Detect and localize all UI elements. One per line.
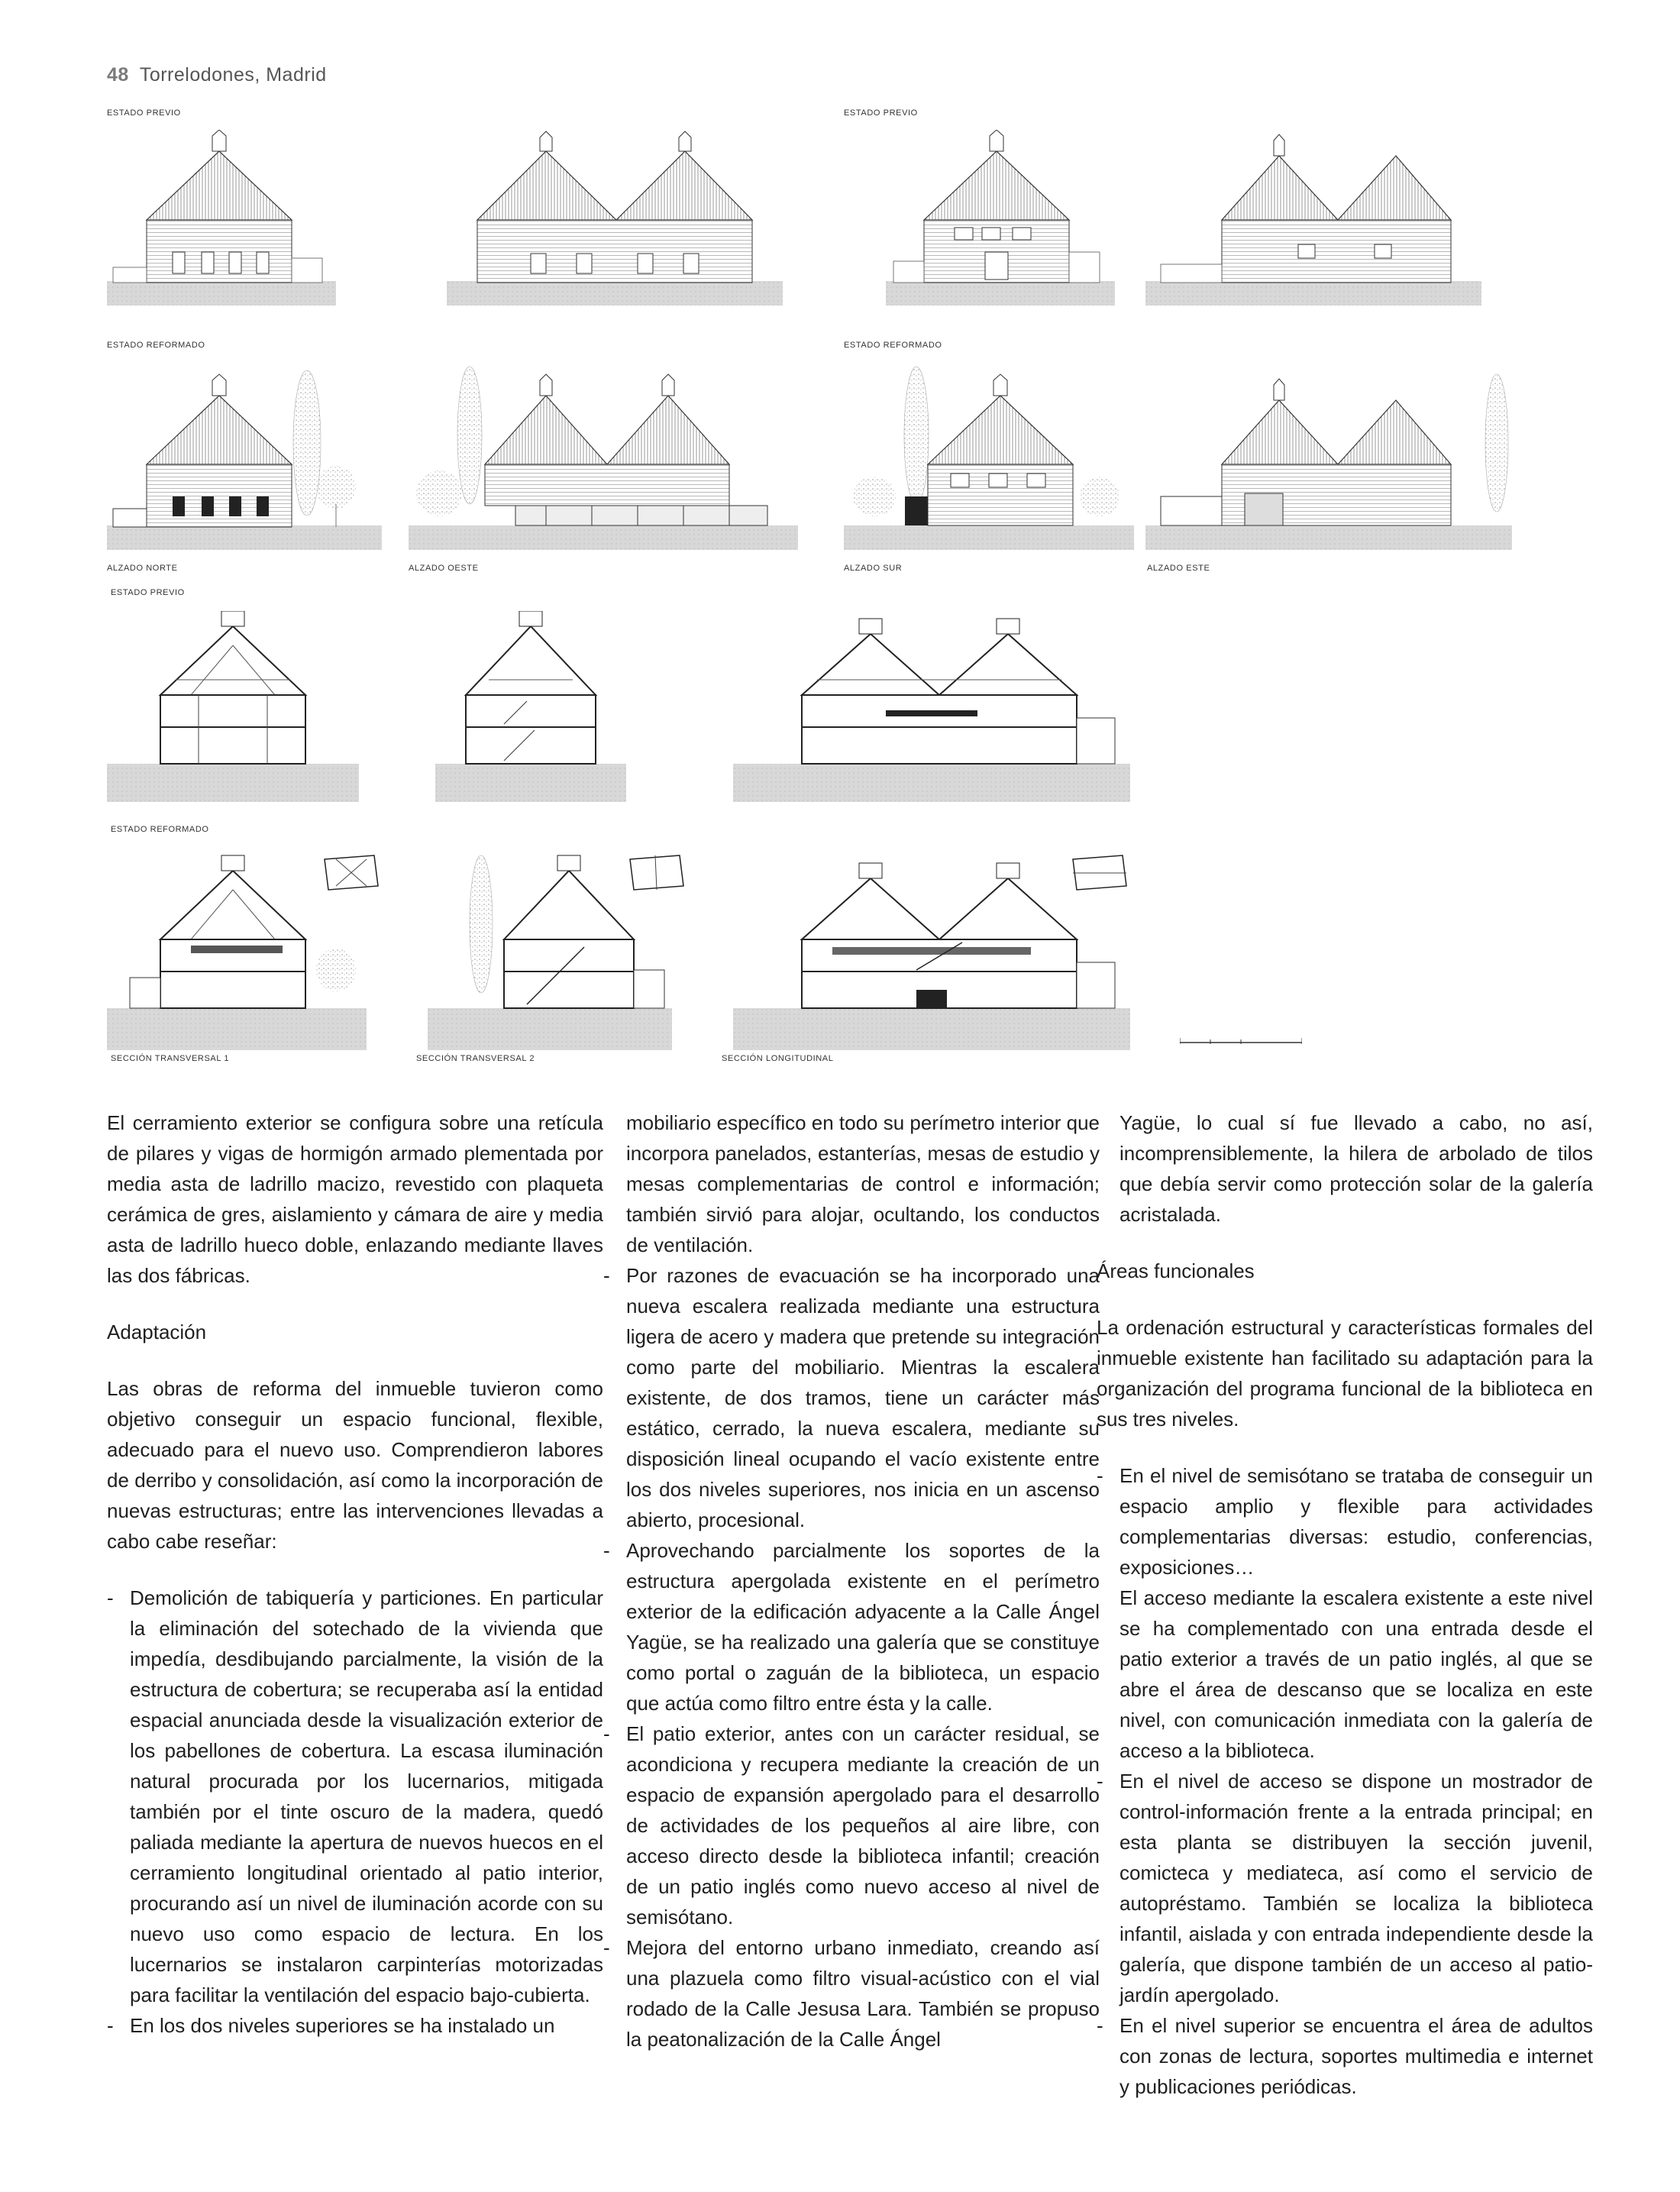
paragraph: El cerramiento exterior se configura sobre una retícula de pilares y vigas de hormigón armado plementada por media asta de ladrillo macizo, revestido con plaqueta cerámica de gres, aislamiento y cámara de aire y media asta de ladrillo hueco doble, enlazando mediante llaves las dos fábricas.: [107, 1111, 603, 1287]
caption-alzado-sur: ALZADO SUR: [844, 564, 903, 573]
list-item-continued: Yagüe, lo cual sí fue llevado a cabo, no así, incomprensiblemente, la hilera de arbolado de tilos que debía servir como protección solar de la galería acristalada.: [1119, 1111, 1593, 1226]
caption-secciones-estado-previo: ESTADO PREVIO: [111, 588, 185, 597]
list-item: - Aprovechando parcialmente los soportes de la estructura apergolada existente en el perímetro exterior de la edificación adyacente a la Calle Ángel Yagüe, se ha realizado una galería que se constituye como portal o zaguán de la biblioteca, un espacio que actúa como filtro entre ésta y la calle.: [603, 1535, 1100, 1718]
elevation-east-previous: [1145, 130, 1481, 306]
paragraph: La ordenación estructural y características formales del inmueble existente han facilitado su adaptación para la organización del programa funcional de la biblioteca en sus tres niveles.: [1097, 1316, 1593, 1431]
bullet-list: [603, 1107, 1100, 2055]
paragraph: Las obras de reforma del inmueble tuvieron como objetivo conseguir un espacio funcional, flexible, adecuado para el nuevo uso. Comprendieron labores de derribo y consolidación, así como la incorporación de nuevas estructuras; entre las intervenciones llevadas a cabo cabe reseñar:: [107, 1377, 603, 1553]
caption-estado-previo-left: ESTADO PREVIO: [107, 108, 181, 118]
section-transversal-1-reformed: [107, 848, 367, 1050]
elevation-west-reformed: [409, 359, 798, 550]
list-item: - En el nivel superior se encuentra el área de adultos con zonas de lectura, soportes multimedia e internet y publicaciones periódicas.: [1097, 2010, 1593, 2102]
list-item: - En el nivel de semisótano se trataba de conseguir un espacio amplio y flexible para actividades complementarias diversas: estudio, conferencias, exposiciones…: [1097, 1460, 1593, 1583]
section-transversal-1-previous: [107, 611, 359, 802]
scale-bar: [1180, 1035, 1302, 1046]
list-item-continued: El acceso mediante la escalera existente a este nivel se ha complementado con una entrada desde el patio exterior a través de un patio inglés, al que se abre el área de descanso que se localiza en este nivel, con comunicación inmediata con la galería de acceso a la biblioteca.: [1119, 1586, 1593, 1762]
text-column-3: [1097, 1107, 1593, 2102]
list-item: - En el nivel de acceso se dispone un mostrador de control-información frente a la entrada principal; en esta planta se distribuyen la sección juvenil, comicteca y mediateca, así como el servicio de autopréstamo. También se localiza la biblioteca infantil, aislada y con entrada independiente desde la galería, que dispone también de un acceso al patio-jardín apergolado.: [1097, 1766, 1593, 2010]
caption-seccion-transversal-1: SECCIÓN TRANSVERSAL 1: [111, 1054, 230, 1063]
elevation-south-reformed: [844, 359, 1134, 550]
elevation-east-reformed: [1145, 359, 1512, 550]
caption-seccion-longitudinal: SECCIÓN LONGITUDINAL: [722, 1054, 834, 1063]
list-item: - El patio exterior, antes con un carácter residual, se acondiciona y recupera mediante la creación de un espacio de expansión apergolado para el desarrollo de actividades de los pequeños al aire libre, con acceso directo desde la biblioteca infantil; creación de un patio inglés como nuevo acceso al nivel de semisótano.: [603, 1718, 1100, 1932]
caption-alzado-este: ALZADO ESTE: [1147, 564, 1210, 573]
caption-alzado-norte: ALZADO NORTE: [107, 564, 178, 573]
caption-seccion-transversal-2: SECCIÓN TRANSVERSAL 2: [416, 1054, 535, 1063]
caption-alzado-oeste: ALZADO OESTE: [409, 564, 479, 573]
caption-estado-reformado-left: ESTADO REFORMADO: [107, 341, 205, 350]
section-heading-adaptacion: Adaptación: [107, 1321, 207, 1343]
list-item: - Mejora del entorno urbano inmediato, creando así una plazuela como filtro visual-acústico con el vial rodado de la Calle Jesusa Lara. También se propuso la peatonalización de la Calle Ángel: [603, 1932, 1100, 2055]
elevation-west-previous: [447, 130, 783, 306]
elevation-north-previous: [107, 130, 336, 306]
section-longitudinal-reformed: [733, 848, 1130, 1050]
text-column-2: [603, 1107, 1100, 2055]
list-item: - Demolición de tabiquería y particiones. En particular la eliminación del sotechado de la vivienda que impedía, desdibujando parcialmente, la visión de la estructura de cobertura; se recuperaba así la entidad espacial anunciada desde la visualización exterior de los pabellones de cobertura. La escasa iluminación natural procurada por los lucernarios, mitigada también por el tinte oscuro de la madera, quedó paliada mediante la apertura de nuevos huecos en el cerramiento longitudinal orientado al patio interior, procurando así un nivel de iluminación acorde con su nuevo uso como espacio de lectura. En los lucernarios se instalaron carpinterías motorizadas para facilitar la ventilación del espacio bajo-cubierta.: [107, 1583, 603, 2010]
list-item: - Por razones de evacuación se ha incorporado una nueva escalera realizada mediante una estructura ligera de acero y madera que pretende su integración como parte del mobiliario. Mientras la escalera existente, de dos tramos, tiene un carácter más estático, cerrado, la nueva escalera, mediante su disposición lineal ocupando el vacío existente entre los dos niveles superiores, nos inicia en un ascenso abierto, procesional.: [603, 1260, 1100, 1535]
bullet-list: [107, 1583, 603, 2041]
elevation-south-previous: [886, 130, 1115, 306]
caption-estado-reformado-right: ESTADO REFORMADO: [844, 341, 942, 350]
caption-secciones-estado-reformado: ESTADO REFORMADO: [111, 825, 209, 834]
section-transversal-2-reformed: [428, 848, 672, 1050]
list-item: - En los dos niveles superiores se ha instalado un: [107, 2010, 603, 2041]
caption-estado-previo-right: ESTADO PREVIO: [844, 108, 918, 118]
bullet-list: [1097, 1107, 1593, 1230]
header-title: Torrelodones, Madrid: [139, 64, 327, 86]
section-longitudinal-previous: [733, 611, 1130, 802]
page-number: 48: [107, 64, 129, 86]
bullet-list: [1097, 1460, 1593, 2102]
elevation-north-reformed: [107, 359, 382, 550]
list-item-continued: mobiliario específico en todo su perímetro interior que incorpora panelados, estanterías, mesas de estudio y mesas complementarias de control e información; también sirvió para alojar, ocultando, los conductos de ventilación.: [626, 1111, 1100, 1256]
text-column-1: [107, 1107, 603, 2041]
section-transversal-2-previous: [435, 611, 626, 802]
running-header: [107, 64, 327, 86]
section-heading-areas-funcionales: Áreas funcionales: [1097, 1259, 1255, 1282]
